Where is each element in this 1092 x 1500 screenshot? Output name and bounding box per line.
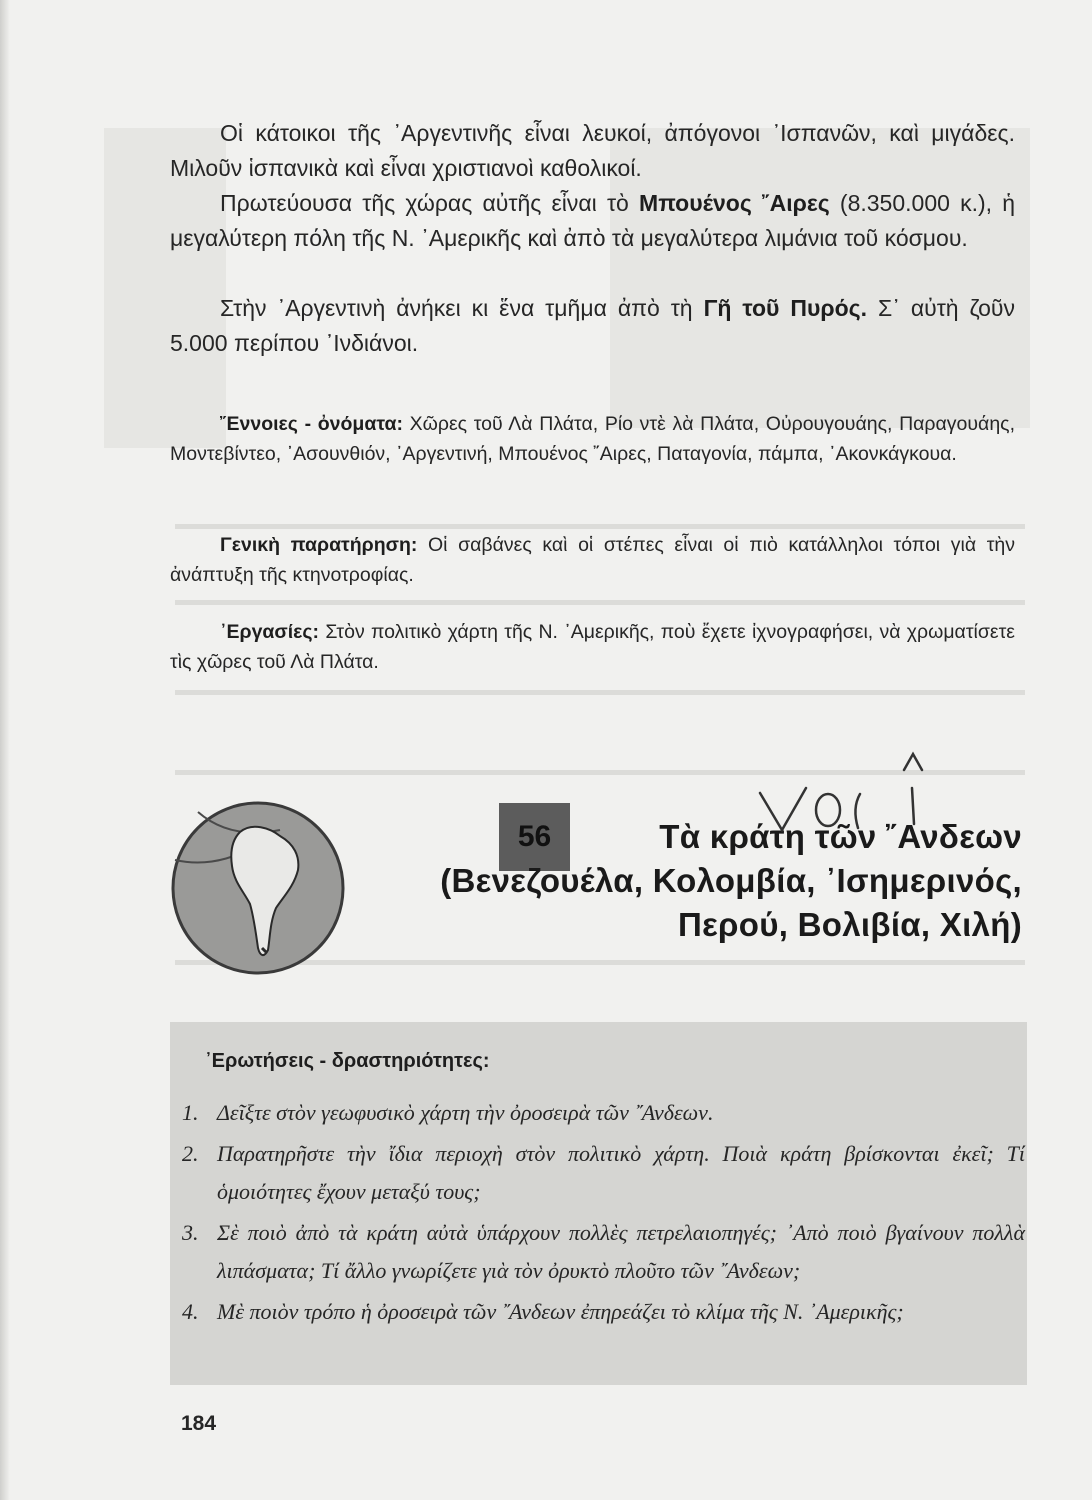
lesson-title-line-3: Περού, Βολιβία, Χιλή) (677, 906, 1022, 943)
question-item (170, 1135, 1027, 1211)
questions-heading: ᾿Ερωτήσεις - δραστηριότητες: (205, 1050, 490, 1072)
paragraph-tierra-del-fuego: Στὴν ᾿Αργεντινὴ ἀνήκει κι ἕνα τμῆμα ἀπὸ τὴ Γῆ τοῦ Πυρός. Σ᾿ αὐτὴ ζοῦν 5.000 περίπου ᾿Ινδιάνοι. (170, 295, 1015, 356)
question-number: 3. (182, 1220, 199, 1245)
region-name: Γῆ τοῦ Πυρός. (703, 295, 868, 321)
page-edge (0, 0, 10, 1500)
south-america-globe-icon (170, 800, 346, 976)
paragraph-capital: Πρωτεύουσα τῆς χώρας αὐτῆς εἶναι τὸ Μπουένος ῎Αιρες (8.350.000 κ.), ἡ μεγαλύτερη πόλη τῆς Ν. ᾿Αμερικῆς καὶ ἀπὸ τὰ μεγαλύτερα λιμάνια τοῦ κόσμου. (170, 190, 1015, 251)
question-number: 4. (182, 1299, 199, 1324)
question-text: Παρατηρῆστε τὴν ἴδια περιοχὴ στὸν πολιτικὸ χάρτη. Ποιὰ κράτη βρίσκονται ἐκεῖ; Τί ὁμοιότητες ἔχουν μεταξύ τους; (217, 1141, 1025, 1204)
bleed-through-line (175, 690, 1025, 695)
tasks-label: ᾿Εργασίες: (220, 621, 320, 643)
lesson-number-badge: 56 (499, 803, 570, 871)
question-text: Δεῖξτε στὸν γεωφυσικὸ χάρτη τὴν ὀροσειρὰ τῶν ῎Ανδεων. (217, 1100, 714, 1125)
question-item (170, 1214, 1027, 1290)
concepts-note: ῎Εννοιες - ὀνόματα: Χῶρες τοῦ Λὰ Πλάτα, Ρίο ντὲ λὰ Πλάτα, Οὐρουγουάης, Παραγουάης, Μοντεβίντεο, ᾿Ασουνθιόν, ᾿Αργεντινή, Μπουένος ῎Αιρες, Παταγονία, πάμπα, ᾿Ακονκάγκουα. (170, 413, 1015, 465)
question-number: 2. (182, 1141, 199, 1166)
question-text: Μὲ ποιὸν τρόπο ἡ ὀροσειρὰ τῶν ῎Ανδεων ἐπηρεάζει τὸ κλίμα τῆς Ν. ᾿Αμερικῆς; (217, 1299, 904, 1324)
capital-name: Μπουένος ῎Αιρες (639, 190, 830, 216)
general-observation-note: Γενικὴ παρατήρηση: Οἱ σαβάνες καὶ οἱ στέπες εἶναι οἱ πιὸ κατάλληλοι τόποι γιὰ τὴν ἀνάπτυξη τῆς κτηνοτροφίας. (170, 534, 1015, 586)
question-number: 1. (182, 1100, 199, 1125)
lesson-title-line-1: Τὰ κράτη τῶν ῎Ανδεων (659, 818, 1022, 855)
tasks-note: ᾿Εργασίες: Στὸν πολιτικὸ χάρτη τῆς Ν. ᾿Αμερικῆς, ποὺ ἔχετε ἰχνογραφήσει, νὰ χρωματίσετε τὶς χῶρες τοῦ Λὰ Πλάτα. (170, 621, 1015, 673)
question-item (170, 1293, 1027, 1331)
questions-list (170, 1094, 1027, 1334)
general-observation-label: Γενικὴ παρατήρηση: (220, 534, 418, 556)
handwritten-note-text: νοι (720, 748, 722, 749)
lesson-title-line-2: (Βενεζουέλα, Κολομβία, ᾿Ισημερινός, (440, 862, 1022, 899)
handwritten-annotation (720, 748, 940, 840)
question-text: Σὲ ποιὸ ἀπὸ τὰ κράτη αὐτὰ ὑπάρχουν πολλὲς πετρελαιοπηγές; ᾿Απὸ ποιὸ βγαίνουν πολλὰ λιπάσματα; Τί ἄλλο γνωρίζετε γιὰ τὸν ὀρυκτὸ πλοῦτο τῶν ῎Ανδεων; (217, 1220, 1025, 1283)
page-number: 184 (181, 1412, 217, 1435)
paragraph-inhabitants: Οἱ κάτοικοι τῆς ᾿Αργεντινῆς εἶναι λευκοί, ἀπόγονοι ᾿Ισπανῶν, καὶ μιγάδες. Μιλοῦν ἱσπανικὰ καὶ εἶναι χριστιανοὶ καθολικοί. (170, 120, 1015, 181)
questions-box (170, 1022, 1027, 1385)
concepts-label: ῎Εννοιες - ὀνόματα: (220, 413, 403, 435)
question-item (170, 1094, 1027, 1132)
bleed-through-line (175, 524, 1025, 529)
bleed-through-line (175, 600, 1025, 605)
